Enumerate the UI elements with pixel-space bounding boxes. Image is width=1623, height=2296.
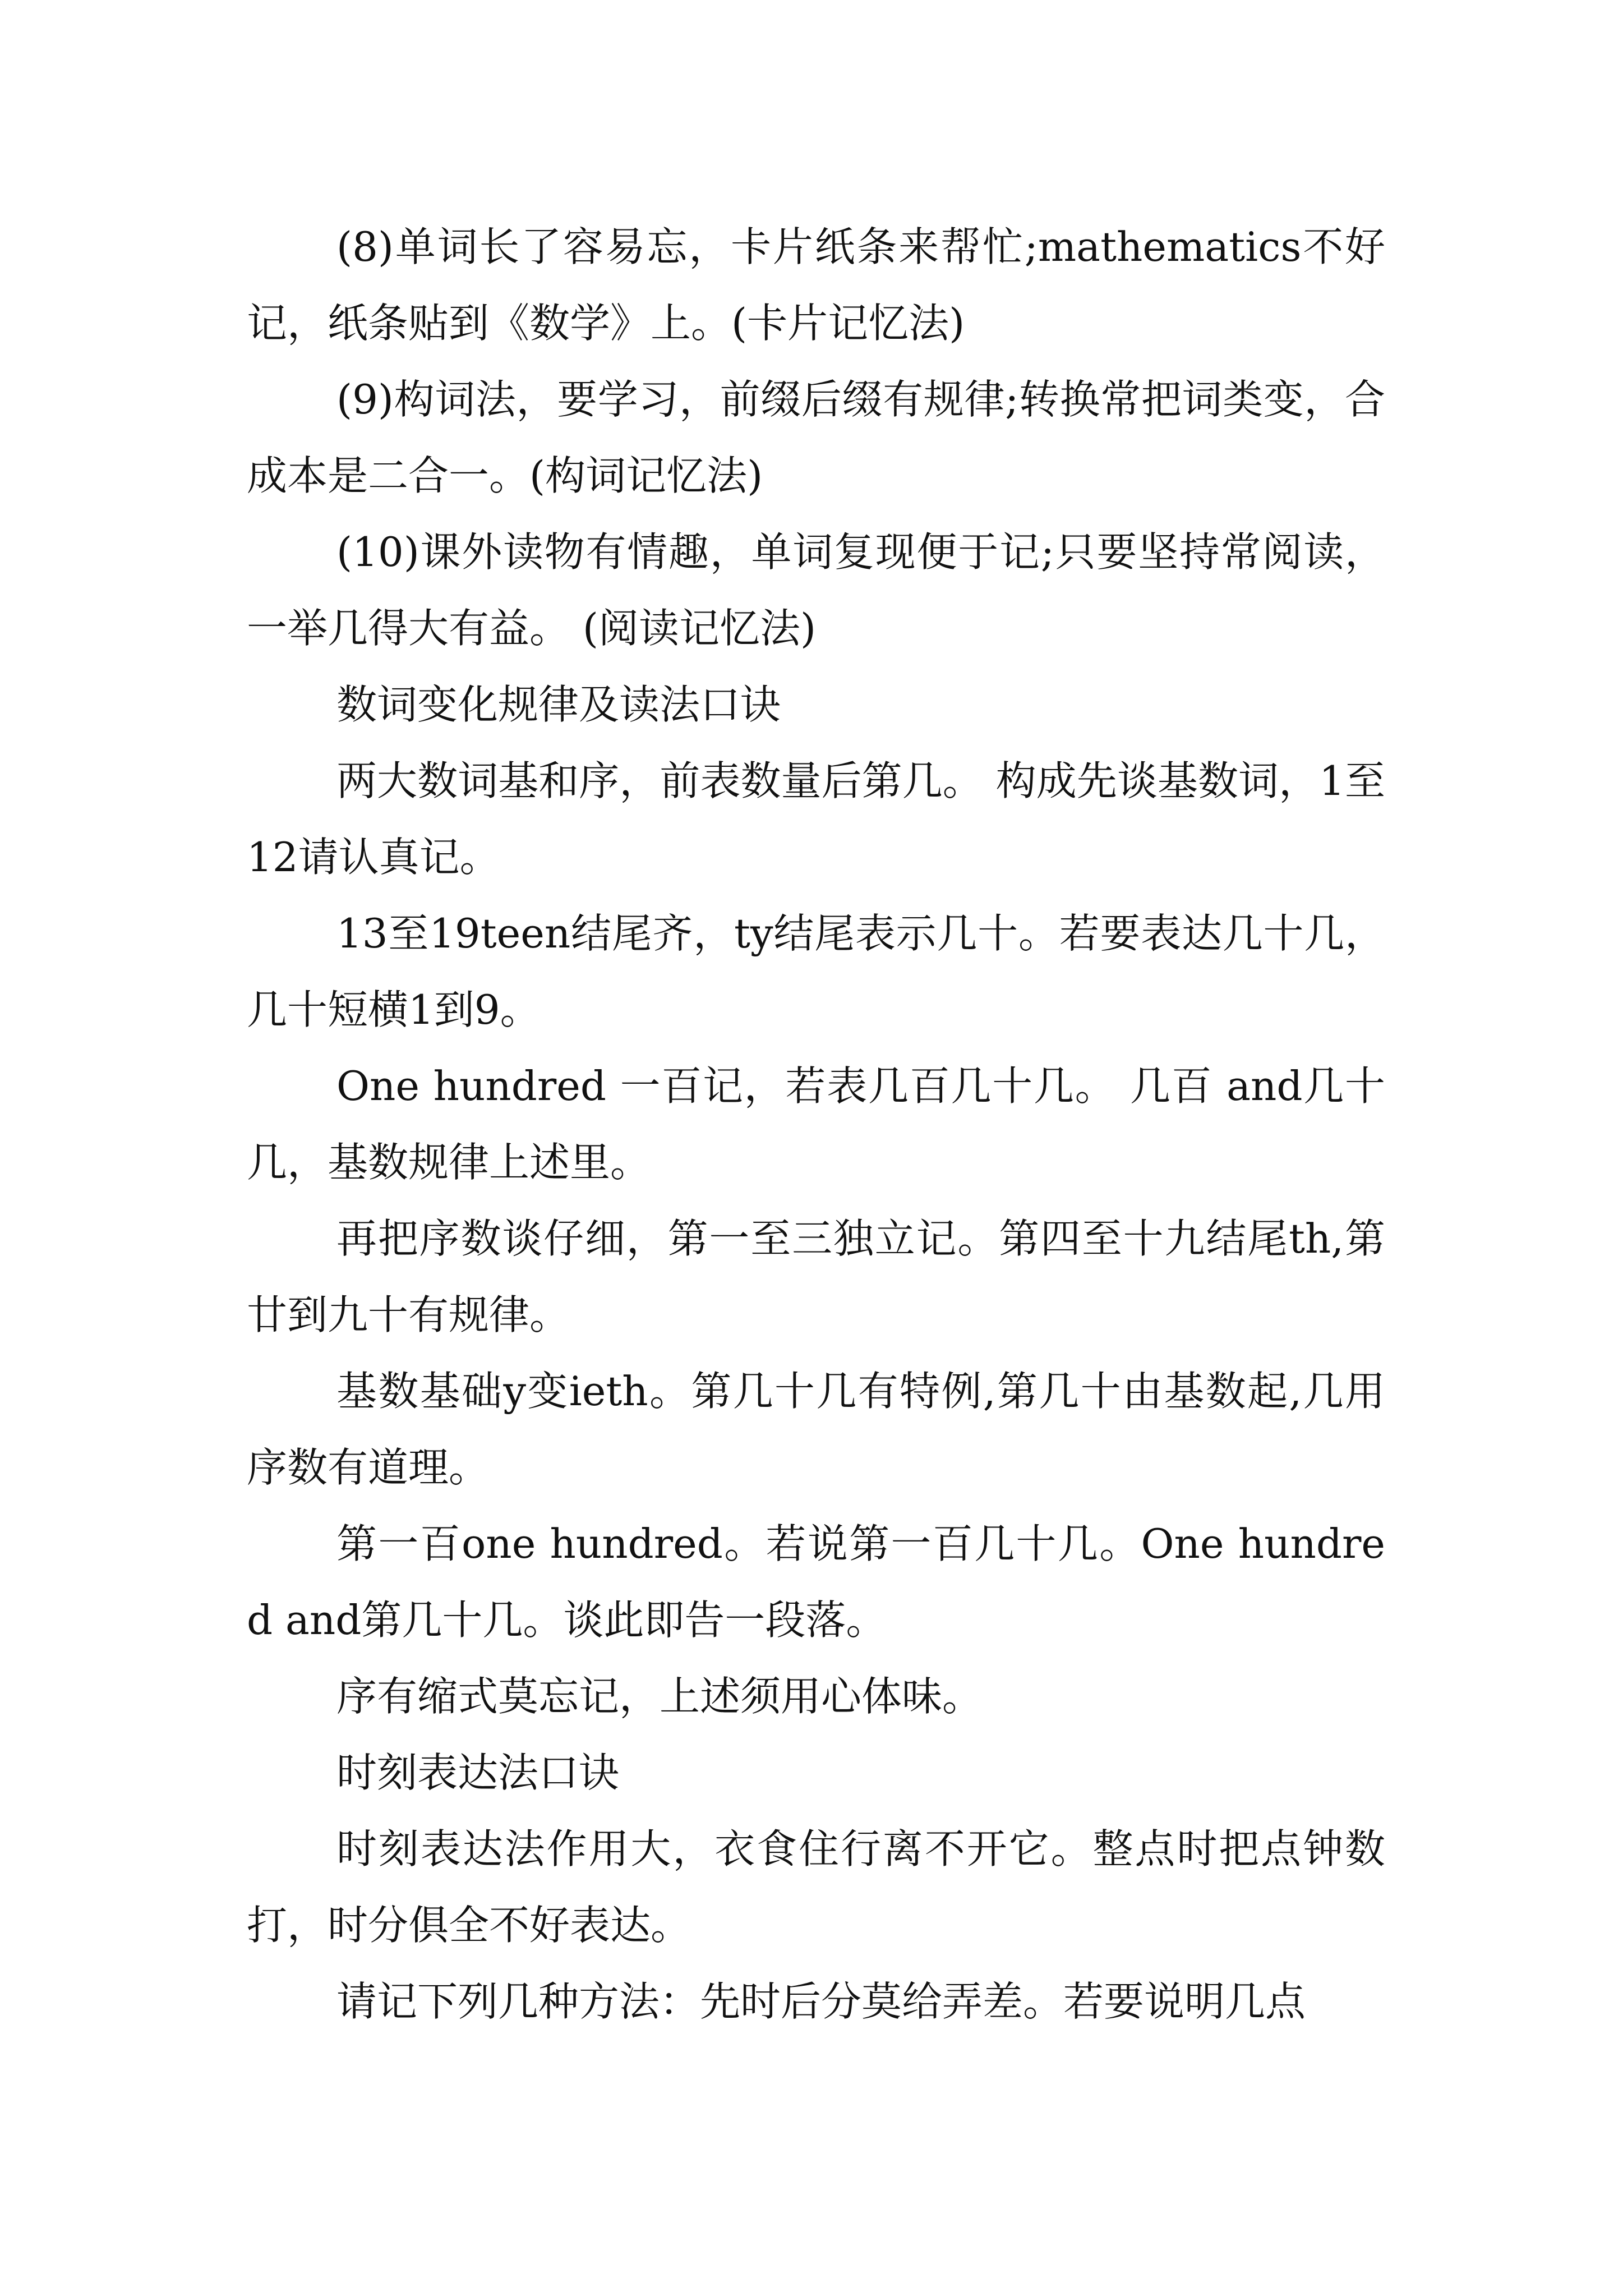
section-heading-time: 时刻表达法口诀 [336, 1749, 620, 1796]
paragraph-word-formation: (9)构词法，要学习，前缀后缀有规律;转换常把词类变，合成本是二合一。(构词记忆法) [247, 376, 1385, 499]
paragraph-reading-memory: (10)课外读物有情趣，单词复现便于记;只要坚持常阅读，一举几得大有益。 (阅读记忆法) [247, 528, 1385, 652]
paragraph-ordinals-4: 序有缩式莫忘记，上述须用心体味。 [336, 1673, 983, 1720]
paragraph-numerals-1: 两大数词基和序，前表数量后第几。 构成先谈基数词，1至12请认真记。 [247, 757, 1385, 881]
section-heading-numerals: 数词变化规律及读法口诀 [336, 681, 781, 728]
document-body [247, 209, 1385, 2040]
paragraph-ordinals-1: 再把序数谈仔细，第一至三独立记。第四至十九结尾th,第廿到九十有规律。 [247, 1215, 1385, 1338]
paragraph-card-memory: (8)单词长了容易忘，卡片纸条来帮忙;mathematics不好记，纸条贴到《数学》上。(卡片记忆法) [247, 223, 1385, 347]
paragraph-numerals-2: 13至19teen结尾齐，ty结尾表示几十。若要表达几十几，几十短横1到9。 [247, 910, 1385, 1033]
paragraph-numerals-3: One hundred 一百记，若表几百几十几。 几百 and几十几，基数规律上述里。 [247, 1062, 1385, 1186]
paragraph-ordinals-2: 基数基础y变ieth。第几十几有特例,第几十由基数起,几用序数有道理。 [247, 1368, 1385, 1491]
paragraph-time-1: 时刻表达法作用大，衣食住行离不开它。整点时把点钟数打，时分俱全不好表达。 [247, 1825, 1385, 1949]
paragraph-time-2: 请记下列几种方法：先时后分莫给弄差。若要说明几点 [336, 1978, 1306, 2025]
paragraph-ordinals-3: 第一百one hundred。若说第一百几十几。One hundred and第几十几。谈此即告一段落。 [247, 1520, 1385, 1644]
